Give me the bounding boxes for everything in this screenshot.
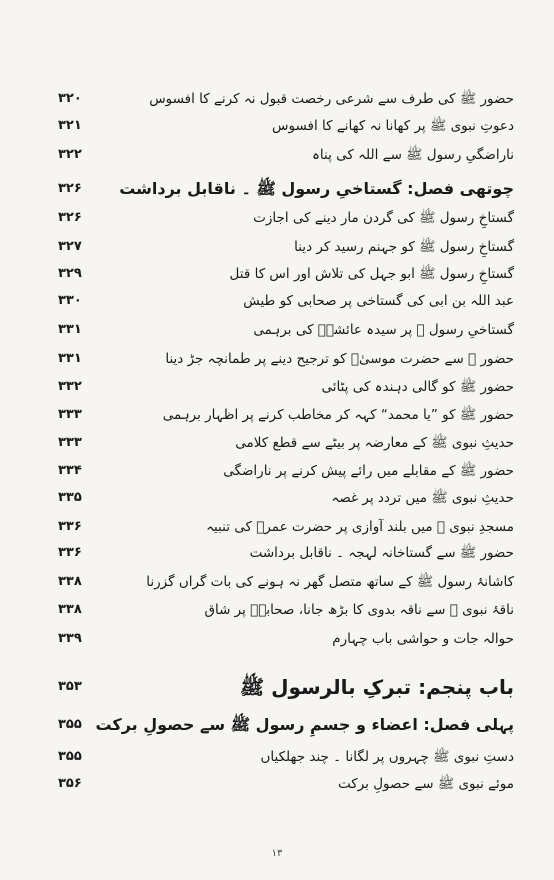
- toc-entry: [0, 460, 554, 482]
- toc-entry-title: موئے نبوی ﷺ سے حصولِ برکت: [338, 776, 514, 792]
- toc-entry: [0, 571, 554, 593]
- toc-entry: [0, 773, 554, 795]
- toc-entry-title: گستاخِ رسول ﷺ کو جہنم رسید کر دینا: [294, 239, 514, 255]
- toc-entry-title: حضور ﷺ کی طرف سے شرعی رخصت قبول نہ کرنے کا افسوس: [149, 91, 514, 107]
- toc-entry-title: دعوتِ نبوی ﷺ پر کھانا نہ کھانے کا افسوس: [272, 118, 514, 134]
- toc-entry-page-number: ۳۳۶: [58, 519, 82, 534]
- toc-entry-page-number: ۳۳۸: [58, 574, 82, 589]
- toc-entry-page-number: ۳۳۶: [58, 545, 82, 560]
- toc-entry-title: گستاخِ رسول ﷺ ابو جہل کی تلاش اور اس کا قتل: [229, 266, 514, 282]
- toc-entry-title: حضور ﷺ سے گستاخانہ لہجہ ۔ ناقابل برداشت: [249, 545, 514, 561]
- toc-entry-title: چوتھی فصل: گستاخیِ رسول ﷺ ۔ ناقابل برداشت: [119, 179, 514, 198]
- toc-entry: [0, 115, 554, 137]
- toc-entry-page-number: ۳۲۶: [58, 210, 82, 225]
- toc-entry: [0, 542, 554, 564]
- toc-entry-title: پہلی فصل: اعضاء و جسمِ رسول ﷺ سے حصولِ برکت: [95, 715, 514, 734]
- toc-entry-page-number: ۳۳۳: [58, 435, 82, 450]
- toc-entry-title: حضور ﷺ کو گالی دہندہ کی پٹائی: [321, 379, 514, 395]
- toc-entry-page-number: ۳۲۹: [58, 266, 82, 281]
- toc-entry-title: مسجدِ نبوی ﷺ میں بلند آوازی پر حضرت عمرؓ کی تنبیہ: [206, 519, 514, 535]
- toc-entry-page-number: ۳۵۵: [58, 717, 82, 732]
- toc-entry-title: حدیثِ نبوی ﷺ کے معارضہ پر بیٹے سے قطع کلامی: [235, 435, 514, 451]
- toc-entry: [0, 628, 554, 650]
- toc-entry-title: کاشانۂ رسول ﷺ کے ساتھ متصل گھر نہ ہونے کی بات گراں گزرنا: [146, 574, 514, 590]
- toc-entry-title: ناقۂ نبوی ﷺ سے ناقہ بدوی کا بڑھ جانا، صحابہؓ پر شاق: [204, 602, 514, 618]
- toc-entry-page-number: ۳۳۳: [58, 407, 82, 422]
- toc-entry-page-number: ۳۲۶: [58, 181, 82, 196]
- toc-entry: [0, 207, 554, 229]
- toc-entry-title: حضور ﷺ سے حضرت موسیٰؑ کو ترجیح دینے پر طمانچہ جڑ دینا: [165, 351, 514, 367]
- toc-entry: [0, 376, 554, 398]
- toc-entry-page-number: ۳۳۸: [58, 602, 82, 617]
- toc-entry: [0, 432, 554, 454]
- toc-entry-title: باب پنجم: تبرکِ بالرسول ﷺ: [239, 675, 514, 699]
- toc-section-heading: [0, 176, 554, 202]
- toc-entry-page-number: ۳۲۱: [58, 118, 82, 133]
- toc-entry-title: حدیثِ نبوی ﷺ میں تردد پر غصہ: [331, 490, 514, 506]
- toc-entry-page-number: ۳۵۶: [58, 776, 82, 791]
- toc-entry-title: عبد اللہ بن ابی کی گستاخی پر صحابی کو طیش: [243, 293, 514, 309]
- toc-entry-page-number: ۳۵۵: [58, 749, 82, 764]
- toc-entry-title: گستاخِ رسول ﷺ کی گردن مار دینے کی اجازت: [253, 210, 514, 226]
- page-number-footer: ۱۳: [271, 848, 283, 859]
- toc-entry: [0, 144, 554, 166]
- toc-entry-title: حضور ﷺ کے مقابلے میں رائے پیش کرنے پر ناراضگی: [223, 463, 514, 479]
- toc-section-heading: [0, 712, 554, 738]
- toc-entry-page-number: ۳۳۴: [58, 463, 82, 478]
- toc-entry-page-number: ۳۲۲: [58, 147, 82, 162]
- toc-entry-page-number: ۳۲۰: [58, 91, 82, 106]
- toc-entry: [0, 516, 554, 538]
- toc-entry-page-number: ۳۳۹: [58, 631, 82, 646]
- toc-entry: [0, 236, 554, 258]
- toc-entry: [0, 88, 554, 110]
- toc-entry: [0, 348, 554, 370]
- toc-entry-page-number: ۳۲۷: [58, 239, 82, 254]
- toc-chapter-heading: [0, 672, 554, 702]
- toc-entry-title: حضور ﷺ کو ”یا محمد“ کہہ کر مخاطب کرنے پر اظہار برہمی: [162, 407, 514, 423]
- toc-entry: [0, 404, 554, 426]
- toc-entry-page-number: ۳۵۳: [58, 679, 82, 694]
- toc-entry-page-number: ۳۳۱: [58, 322, 82, 337]
- toc-entry-title: گستاخیِ رسول ﷺ پر سیدہ عائشہؓ کی برہمی: [253, 322, 514, 338]
- toc-entry-page-number: ۳۳۵: [58, 490, 82, 505]
- toc-entry: [0, 599, 554, 621]
- toc-entry-title: دستِ نبوی ﷺ چہروں پر لگانا ۔ چند جھلکیاں: [260, 749, 514, 765]
- toc-entry: [0, 263, 554, 285]
- toc-entry: [0, 487, 554, 509]
- toc-entry-page-number: ۳۳۲: [58, 379, 82, 394]
- toc-entry-page-number: ۳۳۰: [58, 293, 82, 308]
- toc-entry-page-number: ۳۳۱: [58, 351, 82, 366]
- toc-entry: [0, 746, 554, 768]
- toc-entry-title: ناراضگیِ رسول ﷺ سے اللہ کی پناہ: [312, 147, 514, 163]
- toc-entry-title: حوالہ جات و حواشی باب چہارم: [332, 631, 514, 647]
- toc-entry: [0, 319, 554, 341]
- toc-entry: [0, 290, 554, 312]
